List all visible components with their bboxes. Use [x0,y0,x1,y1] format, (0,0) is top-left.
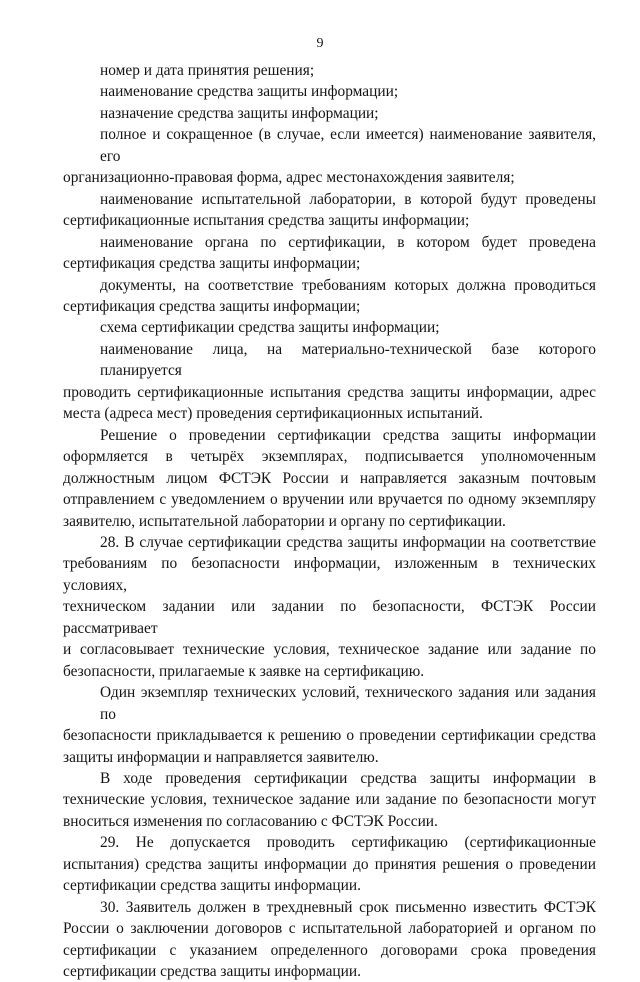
text-line: назначение средства защиты информации; [100,104,379,122]
text-line: отправлением с уведомлением о вручении или вручается по одному экземпляру [63,491,596,509]
text-line: полное и сокращенное (в случае, если имеется) наименование заявителя, его [100,126,596,165]
text-line: испытания) средства защиты информации до принятия решения о проведении [63,855,596,873]
text-line: Решение о проведении сертификации средства защиты информации [100,426,596,444]
paragraph [63,339,596,425]
paragraph [63,124,596,188]
text-line: сертификация средства защиты информации; [63,255,361,273]
text-line: номер и дата принятия решения; [100,62,315,79]
text-line: организационно-правовая форма, адрес местонахождения заявителя; [63,169,515,187]
text-line: наименование лица, на материально-технической базе которого планируется [100,340,596,380]
paragraph [63,232,596,275]
page-number: 9 [316,36,324,51]
text-line: требованиям по безопасности информации, изложенным в технических условиях, [63,555,596,594]
paragraph [63,103,596,124]
text-line: сертификации с указанием определенного договорами срока проведения [63,941,596,959]
text-line: места (адреса мест) проведения сертификационных испытаний. [63,405,483,423]
text-line: схема сертификации средства защиты информации; [100,319,440,337]
text-line: 28. В случае сертификации средства защиты информации на соответствие [100,533,596,551]
text-line: вноситься изменения по согласованию с ФСТЭК России. [63,812,438,830]
text-line: техническом задании или задании по безопасности, ФСТЭК России рассматривает [63,598,596,637]
text-line: проводить сертификационные испытания средства защиты информации, адрес [63,383,596,401]
text-line: технические условия, техническое задание или задание по безопасности могут [63,791,596,809]
text-line: сертификация средства защиты информации; [63,297,361,315]
paragraph [63,317,596,338]
text-line: должностным лицом ФСТЭК России и направляется заказным почтовым [63,469,596,487]
text-line: наименование испытательной лаборатории, в которой будут проведены [100,190,596,208]
paragraph [63,60,596,81]
text-line: наименование средства защиты информации; [100,83,399,101]
text-line: 29. Не допускается проводить сертификацию (сертификационные [100,834,596,852]
text-line: безопасности, прилагаемые к заявке на сертификацию. [63,662,425,680]
text-line: 30. Заявитель должен в трехдневный срок письменно известить ФСТЭК [100,898,596,916]
text-line: наименование органа по сертификации, в котором будет проведена [100,233,596,251]
text-line: сертификации средства защиты информации. [63,877,361,895]
paragraph [63,189,596,232]
text-line: В ходе проведения сертификации средства защиты информации в [100,769,596,787]
paragraph [63,832,596,896]
text-line: защиты информации и направляется заявителю. [63,748,379,766]
document-body [63,60,596,982]
text-line: документы, на соответствие требованиям которых должна проводиться [100,276,596,294]
text-line: заявителю, испытательной лаборатории и органу по сертификации. [63,512,506,530]
text-line: безопасности прикладывается к решению о проведении сертификации средства [63,727,596,745]
paragraph [63,275,596,318]
text-line: и согласовывает технические условия, техническое задание или задание по [63,641,596,659]
paragraph [63,425,596,532]
paragraph [63,532,596,682]
text-line: оформляется в четырёх экземплярах, подписывается уполномоченным [63,448,596,466]
paragraph [63,81,596,102]
paragraph [63,682,596,768]
text-line: сертификационные испытания средства защиты информации; [63,212,470,230]
paragraph [63,897,596,982]
paragraph [63,768,596,832]
text-line: сертификации средства защиты информации. [63,963,361,981]
text-line: России о заключении договоров с испытательной лабораторией и органом по [63,920,596,938]
text-line: Один экземпляр технических условий, технического задания или задания по [100,684,596,723]
